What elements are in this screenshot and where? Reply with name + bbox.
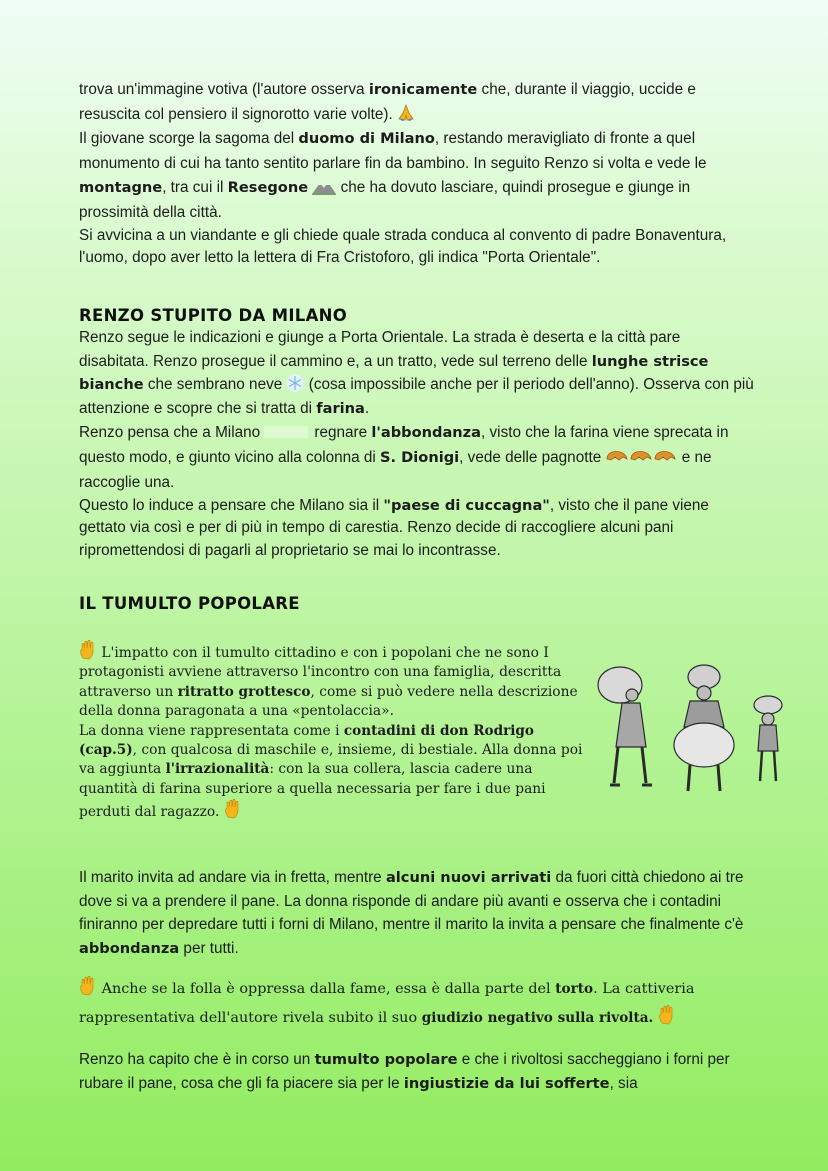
raised-hand-icon [224,799,242,819]
section2-paragraph-1: L'impatto con il tumulto cittadino e con i popolani che ne sono I protagonisti avviene attraverso l'incontro con una famiglia, descritta attraverso un ritratto grottesco, come si può vedere nella descrizione della donna paragonata a una «pentolaccia». [79,640,591,722]
section-heading-renzo-stupito: RENZO STUPITO DA MILANO [79,306,348,325]
section2-paragraph-3: Il marito invita ad andare via in fretta, mentre alcuni nuovi arrivati da fuori città chiedono ai tre dove si va a prendere il pane. La donna risponde di andare più avanti e osserva che i contadini finiranno per depredare tutti i forni di Milano, mentre il marito la invita a pensare che finalmente c'è abbondanza per tutti. [79,869,744,957]
praying-hands-icon [397,104,415,122]
raised-hand-icon [658,1005,676,1025]
intro-paragraph-2: Il giovane scorge la sagoma del duomo di Milano, restando meravigliato di fronte a quel monumento di cui ha tanto sentito parlare fin da bambino. In seguito Renzo si volta e vede le montagne, tra cui il Resegone che ha dovuto lasciare, quindi prosegue e giunge in prossimità della città. [79,130,707,221]
mountain-icon [312,179,336,195]
section2-paragraph-4: Anche se la folla è oppressa dalla fame, essa è dalla parte del torto. La cattiveria rappresentativa dell'autore rivela subito il suo giudizio negativo sulla rivolta. [79,975,754,1032]
intro-paragraph-1: trova un'immagine votiva (l'autore osserva ironicamente che, durante il viaggio, uccide e resuscita col pensiero il signorotto varie volte). [79,81,696,123]
croissant-icon [605,445,677,465]
intro-block [79,78,754,270]
snowflake-icon [286,374,304,392]
section2-illustrated-block [79,640,591,823]
section2-note-block [79,975,754,1032]
section2-paragraph-2: La donna viene rappresentata come i contadini di don Rodrigo (cap.5), con qualcosa di maschile e, insieme, di bestiale. Alla donna poi va aggiunta l'irrazionalità: con la sua collera, lascia cadere una quantità di farina superiore a quella necessaria per fare i due pani perduti dal ragazzo. [79,722,583,821]
section1-paragraph-1: Renzo segue le indicazioni e giunge a Porta Orientale. La strada è deserta e la città pare disabitata. Renzo prosegue il cammino e, a un tratto, vede sul terreno delle lunghe strisce bianche che sembrano neve (cosa impossibile anche per il periodo dell'anno). Osserva con più attenzione e scopre che si tratta di farina. [79,329,754,417]
intro-paragraph-3: Si avvicina a un viandante e gli chiede quale strada conduca al convento di padre Bonaventura, l'uomo, dopo aver letto la lettera di Fra Cristoforo, gli indica "Porta Orientale". [79,227,727,267]
raised-hand-icon [79,976,97,996]
section2-final-block [79,1048,754,1096]
family-illustration [592,655,796,805]
section1-block [79,326,754,562]
section1-paragraph-2: Renzo pensa che a Milano regnare l'abbondanza, visto che la farina viene sprecata in questo modo, e giunto vicino alla colonna di S. Dionigi, vede delle pagnotte e ne raccoglie una. [79,424,729,491]
section2-paragraph-5: Renzo ha capito che è in corso un tumulto popolare e che i rivoltosi saccheggiano i forni per rubare il pane, cosa che gli fa piacere sia per le ingiustizie da lui sofferte, sia [79,1051,730,1092]
section-heading-tumulto-popolare: IL TUMULTO POPOLARE [79,594,300,613]
section2-block [79,866,754,960]
section1-paragraph-3: Questo lo induce a pensare che Milano sia il "paese di cuccagna", visto che il pane viene gettato via così e per di più in tempo di carestia. Renzo decide di raccogliere alcuni pani ripromettendosi di pagarli al proprietario se mai lo incontrasse. [79,497,709,559]
raised-hand-icon [79,640,97,660]
blank-gap [264,426,308,438]
